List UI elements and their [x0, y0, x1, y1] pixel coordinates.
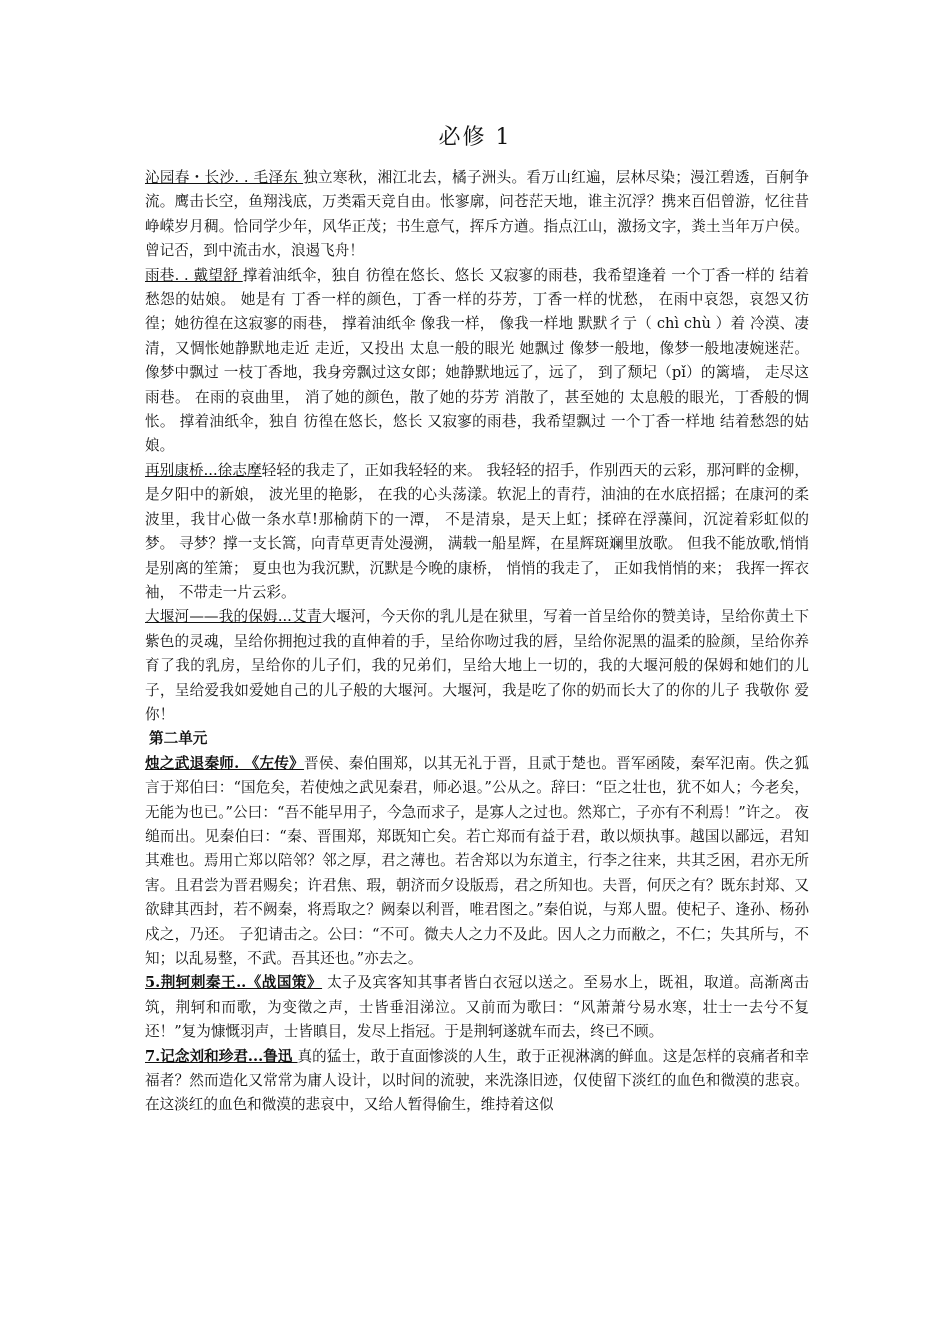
- section-heading: 7.记念刘和珍君...鲁迅: [145, 1047, 298, 1065]
- document-body: [145, 166, 809, 1118]
- section-heading: 沁园春・长沙. . 毛泽东: [145, 169, 304, 186]
- section-text: 撑着油纸伞，独自 彷徨在悠长、悠长 又寂寥的雨巷，我希望逢着 一个丁香一样的 结着愁怨的姑娘。 她是有 丁香一样的颜色，丁香一样的芬芳，丁香一样的忧愁， 在雨中哀怨，哀怨又彷徨；她彷徨在这寂寥的雨巷， 撑着油纸伞 像我一样， 像我一样地 默默彳亍（ chì chù ）着 冷漠、凄清，又惆怅她静默地走近 走近，又投出 太息一般的眼光 她飘过 像梦一般地，像梦一般地凄婉迷茫。 像梦中飘过 一枝丁香地，我身旁飘过这女郎；她静默地远了，远了， 到了颓圮（pǐ）的篱墙， 走尽这雨巷。 在雨的哀曲里， 消了她的颜色，散了她的芬芳 消散了，甚至她的 太息般的眼光，丁香般的惆怅。 撑着油纸伞，独自 彷徨在悠长，悠长 又寂寥的雨巷，我希望飘过 一个丁香一样地 结着愁怨的姑娘。: [145, 266, 809, 455]
- section-dayanhe: [145, 605, 809, 727]
- section-heading: 大堰河——我的保姆...艾青: [145, 608, 322, 626]
- section-text: 太子及宾客知其事者皆白衣冠以送之。至易水上，既祖，取道。高渐离击筑，荆轲和而歌，为变徵之声，士皆垂泪涕泣。又前而为歌曰：“风萧萧兮易水寒，壮士一去兮不复还！”复为慷慨羽声，士皆瞋目，发尽上指冠。于是荆轲遂就车而去，终已不顾。: [145, 974, 809, 1041]
- section-zaibiekangqiao: [145, 459, 809, 605]
- section-heading: 烛之武退秦师. 《左传》: [145, 754, 305, 772]
- section-jingke: [145, 971, 809, 1044]
- unit-heading: 第二单元: [149, 730, 208, 748]
- section-heading: 5.荆轲刺秦王..《战国策》: [145, 974, 323, 992]
- section-text: 真的猛士，敢于直面惨淡的人生，敢于正视淋漓的鲜血。这是怎样的哀痛者和幸福者？然而造化又常常为庸人设计，以时间的流驶，来洗涤旧迹，仅使留下淡红的血色和微漠的悲哀。在这淡红的血色和微漠的悲哀中，又给人暂得偷生，维持着这似: [145, 1047, 809, 1114]
- page-title: 必修 1: [438, 125, 512, 150]
- section-yuxiang: [145, 264, 809, 459]
- section-liuhezhen: [145, 1045, 809, 1118]
- section-qinyuanchun: [145, 166, 809, 264]
- section-text: 晋侯、秦伯围郑，以其无礼于晋，且贰于楚也。晋军函陵，秦军氾南。佚之狐言于郑伯曰：“国危矣，若使烛之武见秦君，师必退。”公从之。辞曰：“臣之壮也，犹不如人；今老矣，无能为也已。”公曰：“吾不能早用子，今急而求子，是寡人之过也。然郑亡，子亦有不利焉！”许之。 夜缒而出。见秦伯曰：“秦、晋围郑，郑既知亡矣。若亡郑而有益于君，敢以烦执事。越国以鄙远，君知其难也。焉用亡郑以陪邻？邻之厚，君之薄也。若舍郑以为东道主，行李之往来，共其乏困，君亦无所害。且君尝为晋君赐矣；许君焦、瑕，朝济而夕设版焉，君之所知也。夫晋，何厌之有？既东封郑、又欲肆其西封，若不阙秦，将焉取之？阙秦以利晋，唯君图之。”秦伯说，与郑人盟。使杞子、逢孙、杨孙戍之，乃还。 子犯请击之。公曰：“不可。微夫人之力不及此。因人之力而敝之，不仁；失其所与，不知；以乱易整，不武。吾其还也。”亦去之。: [145, 754, 809, 967]
- section-text: 大堰河，今天你的乳儿是在狱里，写着一首呈给你的赞美诗，呈给你黄土下紫色的灵魂，呈给你拥抱过我的直伸着的手，呈给你吻过我的唇，呈给你泥黑的温柔的脸颜，呈给你养育了我的乳房，呈给你的儿子们，我的兄弟们，呈给大地上一切的，我的大堰河般的保姆和她们的儿子，呈给爱我如爱她自己的儿子般的大堰河。大堰河，我是吃了你的奶而长大了的你的儿子 我敬你 爱你！: [145, 608, 809, 723]
- section-heading: 再别康桥...徐志摩: [145, 461, 262, 479]
- section-text: 轻轻的我走了，正如我轻轻的来。 我轻轻的招手，作别西天的云彩，那河畔的金柳，是夕阳中的新娘， 波光里的艳影， 在我的心头荡漾。软泥上的青荇，油油的在水底招摇；在康河的柔波里，我甘心做一条水草!那榆荫下的一潭， 不是清泉，是天上虹；揉碎在浮藻间，沉淀着彩虹似的梦。 寻梦？撑一支长篙，向青草更青处漫溯， 满载一船星辉，在星辉斑斓里放歌。 但我不能放歌,悄悄是别离的笙箫； 夏虫也为我沉默，沉默是今晚的康桥， 悄悄的我走了， 正如我悄悄的来； 我挥一挥衣袖， 不带走一片云彩。: [145, 461, 809, 601]
- section-heading: 雨巷. . 戴望舒: [145, 266, 243, 284]
- section-text: 独立寒秋，湘江北去，橘子洲头。看万山红遍，层林尽染；漫江碧透，百舸争流。鹰击长空，鱼翔浅底，万类霜天竞自由。怅寥廓，问苍茫天地，谁主沉浮？携来百侣曾游，忆往昔峥嵘岁月稠。恰同学少年，风华正茂；书生意气，挥斥方遒。指点江山，激扬文字，粪土当年万户侯。曾记否，到中流击水，浪遏飞舟！: [145, 169, 809, 260]
- section-zhuzhiwu: [145, 752, 809, 972]
